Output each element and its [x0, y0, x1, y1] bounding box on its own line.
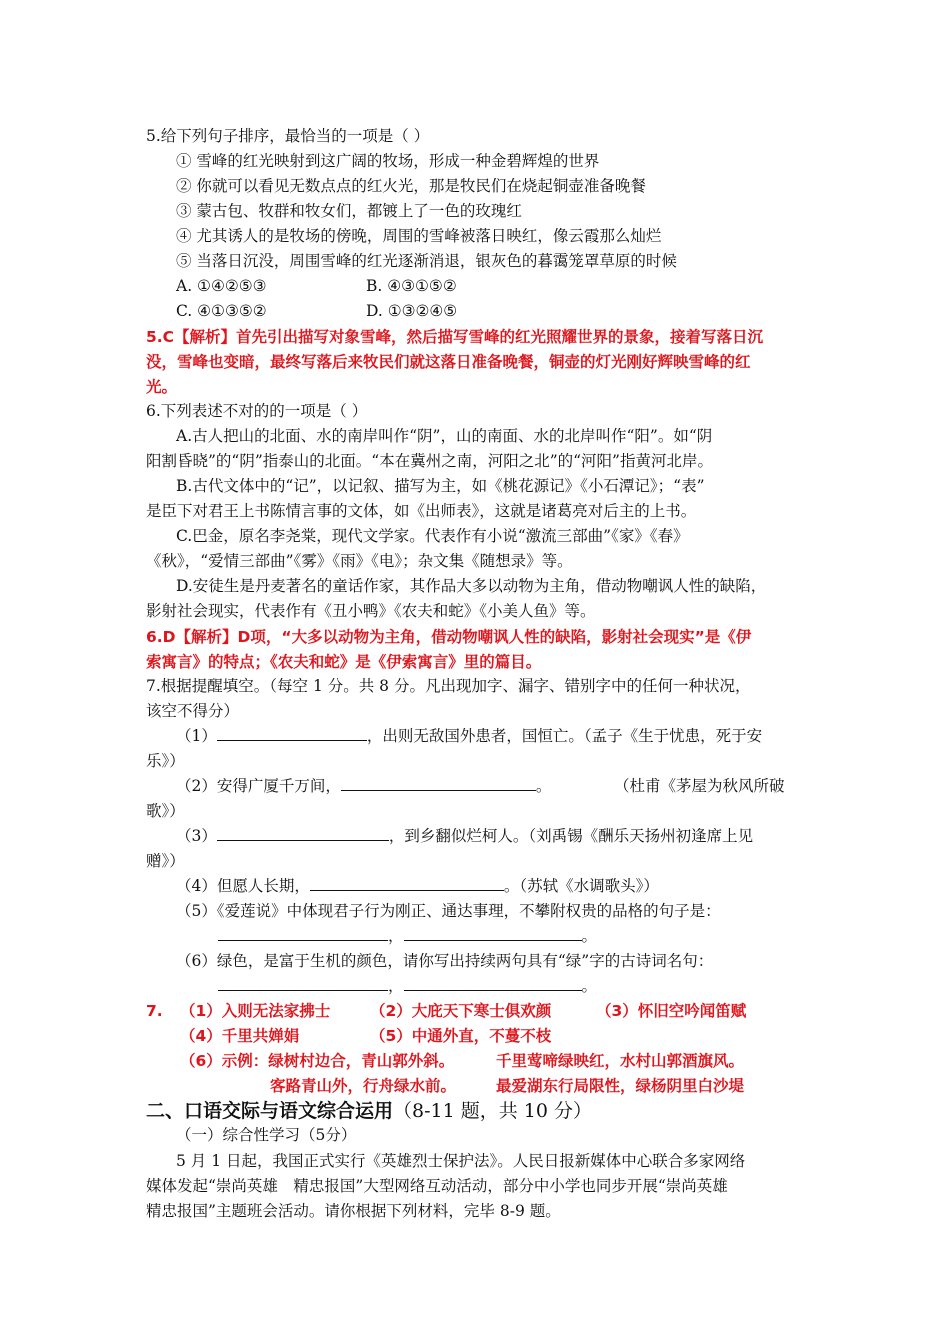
q7-item-4-text: 。（苏轼《水调歌头》） [503, 877, 659, 895]
q7-stem-line-1: 7.根据提醒填空。（每空 1 分。共 8 分。凡出现加字、漏字、错别字中的任何一种状况， [146, 677, 751, 695]
section-2-para-line-3: 精忠报国”主题班会活动。请你根据下列材料，完毕 8-9 题。 [146, 1202, 561, 1220]
q7-blank-6a[interactable] [218, 975, 388, 991]
q7-item-2-text: 。 [535, 777, 552, 795]
section-2-heading [146, 1098, 592, 1124]
q5-option-d: D. ①③②④⑤ [366, 302, 458, 320]
q7-item-6-period: 。 [581, 977, 598, 995]
q7-item-1-prefix: （1） [176, 727, 217, 745]
section-2-title: 二、口语交际与语文综合运用 [146, 1100, 394, 1122]
q7-item-1-text: ，出则无敌国外患者，国恒亡。（孟子《生于忧患，死于安 [366, 727, 763, 745]
q7-item-6: （6）绿色，是富于生机的颜色，请你写出持续两句具有“绿”字的古诗词名句： [176, 952, 714, 970]
q6-answer-line-2: 索寓言》的特点；《农夫和蛇》是《伊索寓言》里的篇目。 [146, 653, 542, 671]
q7-blank-6b[interactable] [404, 975, 582, 991]
q5-answer-line-3: 光。 [146, 378, 178, 396]
q7-blank-5b[interactable] [404, 925, 582, 941]
q5-option-c: C. ④①③⑤② [176, 302, 267, 320]
q7-item-2 [176, 775, 551, 797]
q7-item-3-cont: 赠》） [146, 852, 185, 870]
q7-answer-number: 7. [146, 1002, 163, 1020]
q5-item-5: ⑤ 当落日沉没，周围雪峰的红光逐渐消退，银灰色的暮霭笼罩草原的时候 [176, 252, 677, 270]
q7-stem-line-2: 该空不得分） [146, 702, 240, 720]
q5-item-1: ① 雪峰的红光映射到这广阔的牧场，形成一种金碧辉煌的世界 [176, 152, 600, 170]
q6-line-1: A.古人把山的北面、水的南岸叫作“阴”，山的南面、水的北岸叫作“阳”。如“阴 [176, 427, 713, 445]
q7-item-3-text: ，到乡翻似烂柯人。（刘禹锡《酬乐天扬州初逢席上见 [388, 827, 754, 845]
q7-item-6-comma: ， [388, 977, 404, 995]
q7-blank-3[interactable] [217, 825, 389, 841]
q7-answer-6c: 客路青山外，行舟绿水前。 [270, 1077, 457, 1095]
q7-item-5-period: 。 [581, 927, 598, 945]
q7-blank-5a[interactable] [218, 925, 388, 941]
section-2-subheading: （一）综合性学习（5分） [176, 1126, 357, 1144]
q5-item-3: ③ 蒙古包、牧群和牧女们，都镀上了一色的玫瑰红 [176, 202, 522, 220]
q7-blank-2[interactable] [341, 775, 536, 791]
q6-answer-line-1: 6.D【解析】D项，“大多以动物为主角，借动物嘲讽人性的缺陷，影射社会现实”是《伊 [146, 628, 752, 646]
q7-item-1-cont: 乐》） [146, 752, 185, 770]
q7-item-1 [176, 725, 762, 747]
q5-item-4: ④ 尤其诱人的是牧场的傍晚，周围的雪峰被落日映红，像云霞那么灿烂 [176, 227, 662, 245]
q7-item-2-prefix: （2）安得广厦千万间， [176, 777, 341, 795]
q7-answer-6d: 最爱湖东行局限性，绿杨阴里白沙堤 [496, 1077, 745, 1095]
q7-item-3 [176, 825, 753, 847]
q5-option-a: A. ①④②⑤③ [176, 277, 267, 295]
q5-item-2: ② 你就可以看见无数点点的红火光，那是牧民们在烧起铜壶准备晚餐 [176, 177, 646, 195]
q7-item-5: （5）《爱莲说》中体现君子行为刚正、通达事理，不攀附权贵的品格的句子是： [176, 902, 721, 920]
q7-item-5-comma: ， [388, 927, 404, 945]
q7-answer-6b: 千里莺啼绿映红，水村山郭酒旗风。 [496, 1052, 745, 1070]
q7-answer-3: （3）怀旧空吟闻笛赋 [596, 1002, 747, 1020]
q6-line-3: B.古代文体中的“记”，以记叙、描写为主，如《桃花源记》《小石潭记》；“表” [176, 477, 705, 495]
q6-line-4: 是臣下对君王上书陈情言事的文体，如《出师表》，这就是诸葛亮对后主的上书。 [146, 502, 697, 520]
q7-blank-1[interactable] [217, 725, 367, 741]
q7-answer-1: （1）入则无法家拂士 [180, 1002, 331, 1020]
section-2-para-line-2: 媒体发起“崇尚英雄 精忠报国”大型网络互动活动，部分中小学也同步开展“崇尚英雄 [146, 1177, 728, 1195]
q6-line-8: 影射社会现实，代表作有《丑小鸭》《农夫和蛇》《小美人鱼》等。 [146, 602, 596, 620]
section-2-para-line-1: 5 月 1 日起，我国正式实行《英雄烈士保护法》。人民日报新媒体中心联合多家网络 [176, 1152, 746, 1170]
q7-item-2-cont: 歌》） [146, 802, 185, 820]
q7-answer-2: （2）大庇天下寒士俱欢颜 [370, 1002, 552, 1020]
q5-stem: 5.给下列句子排序，最恰当的一项是（ ） [146, 127, 430, 145]
q5-answer-line-2: 没，雪峰也变暗，最终写落后来牧民们就这落日准备晚餐，铜壶的灯光刚好辉映雪峰的红 [146, 353, 751, 371]
q7-item-3-prefix: （3） [176, 827, 217, 845]
q6-stem: 6.下列表述不对的的一项是（ ） [146, 402, 368, 420]
q7-item-4 [176, 875, 659, 897]
q6-line-6: 《秋》，“爱情三部曲”《雾》《雨》《电》；杂文集《随想录》等。 [146, 552, 573, 570]
q6-line-5: C.巴金，原名李尧棠，现代文学家。代表作有小说“激流三部曲”《家》《春》 [176, 527, 689, 545]
q7-item-6-blanks [218, 975, 597, 997]
section-2-title-suffix: （8-11 题，共 10 分） [393, 1100, 592, 1122]
q7-answer-5: （5）中通外直，不蔓不枝 [370, 1027, 552, 1045]
q7-item-4-prefix: （4）但愿人长期， [176, 877, 310, 895]
q6-line-2: 阳割昏晓”的“阴”指泰山的北面。“本在冀州之南，河阳之北”的“河阳”指黄河北岸。 [146, 452, 713, 470]
q5-option-b: B. ④③①⑤② [366, 277, 457, 295]
q7-blank-4[interactable] [310, 875, 504, 891]
q7-item-2-source: （杜甫《茅屋为秋风所破 [614, 777, 785, 795]
q7-item-5-blanks [218, 925, 597, 947]
q6-line-7: D.安徒生是丹麦著名的童话作家，其作品大多以动物为主角，借动物嘲讽人性的缺陷， [176, 577, 767, 595]
q7-answer-6a: （6）示例：绿树村边合，青山郭外斜。 [180, 1052, 455, 1070]
q5-answer-line-1: 5.C【解析】首先引出描写对象雪峰，然后描写雪峰的红光照耀世界的景象，接着写落日沉 [146, 328, 764, 346]
q7-answer-4: （4）千里共婵娟 [180, 1027, 300, 1045]
